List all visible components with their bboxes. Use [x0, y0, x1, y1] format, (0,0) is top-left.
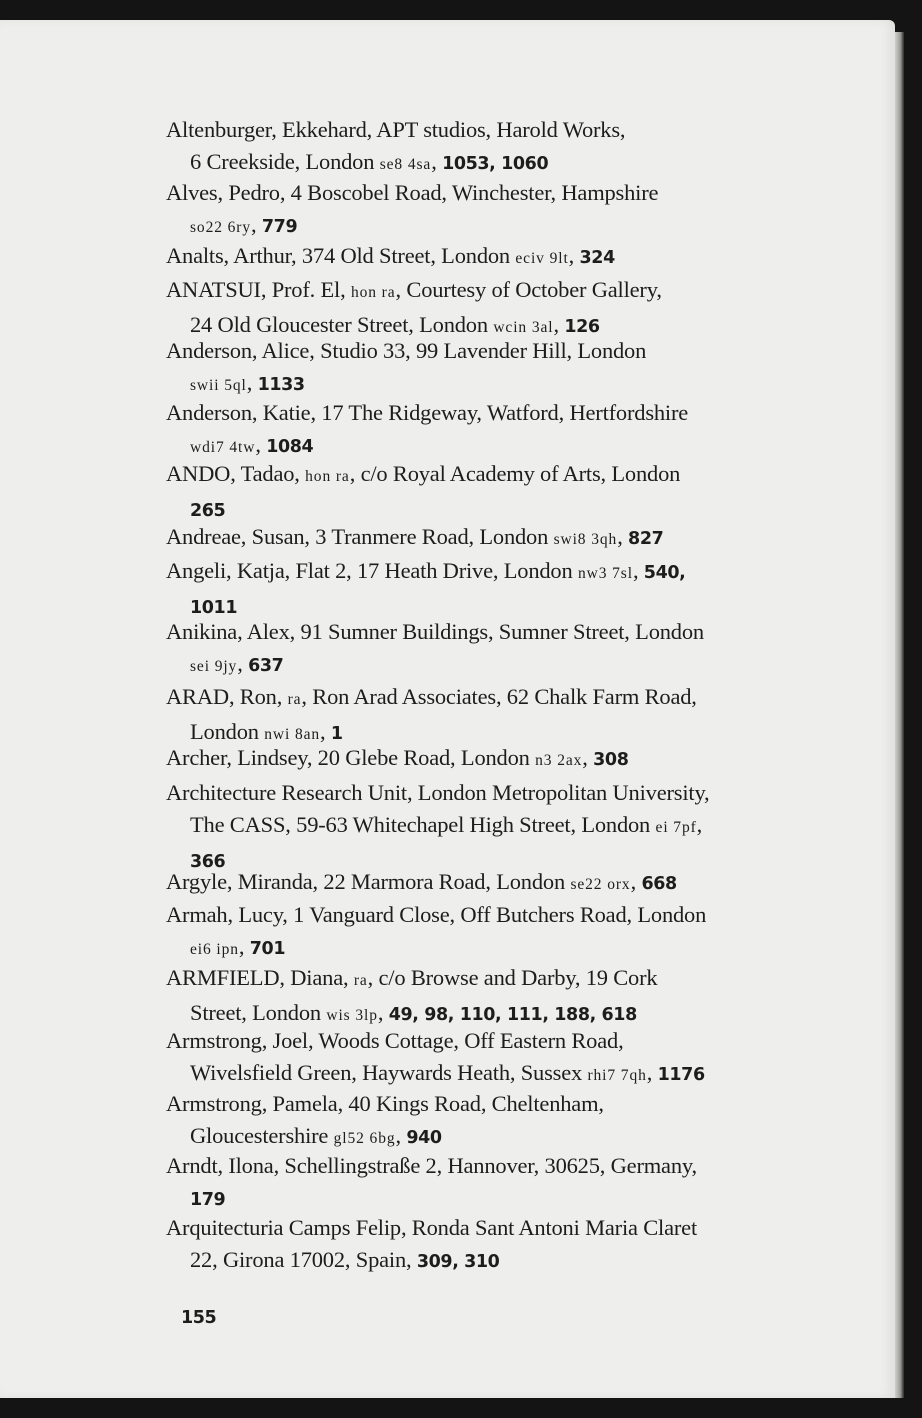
postcode: n3 2ax: [535, 752, 583, 769]
index-entry: [166, 1088, 826, 1155]
honours: hon ra: [350, 284, 396, 301]
entry-text: Altenburger, Ekkehard, APT studios, Harold Works,: [166, 117, 626, 142]
entry-text: 6 Creekside, London: [190, 149, 380, 174]
page-references: 540,: [643, 563, 686, 583]
entry-text: Armstrong, Joel, Woods Cottage, Off Eastern Road,: [166, 1028, 624, 1053]
index-entry: [166, 114, 826, 181]
entry-continuation: [166, 648, 826, 683]
postcode: gl52 6bg: [333, 1130, 396, 1147]
entry-text: Andreae, Susan, 3 Tranmere Road, London: [166, 524, 554, 549]
index-entry: [166, 899, 826, 966]
separator: ,: [696, 812, 703, 837]
index-entry: [166, 555, 826, 624]
postcode: wis 3lp: [326, 1007, 378, 1024]
entry-text: Arquitecturia Camps Felip, Ronda Sant Antoni Maria Claret: [166, 1215, 698, 1240]
index-entry: [166, 866, 826, 901]
entry-text: Gloucestershire: [190, 1123, 334, 1148]
postcode: se22 orx: [570, 876, 631, 893]
index-entry: [166, 177, 826, 244]
entry-text: Armah, Lucy, 1 Vanguard Close, Off Butchers Road, London: [166, 902, 707, 927]
page-edge: [895, 32, 904, 1398]
page-references: 940: [406, 1128, 442, 1148]
separator: ,: [582, 745, 594, 770]
entry-text: 22, Girona 17002, Spain,: [190, 1247, 417, 1272]
postcode: wdi7 4tw: [190, 439, 256, 456]
entry-text: London: [190, 719, 265, 744]
entry-text: ANATSUI, Prof. El,: [166, 277, 351, 302]
postcode: wcin 3al: [493, 319, 554, 336]
entry-text: Anderson, Alice, Studio 33, 99 Lavender Hill, London: [166, 338, 647, 363]
entry-text: Angeli, Katja, Flat 2, 17 Heath Drive, London: [166, 558, 578, 583]
index-entry: [166, 1212, 826, 1278]
page-references: 1084: [266, 437, 314, 457]
page-references: 701: [249, 939, 286, 959]
honours: ra: [353, 972, 368, 989]
entry-text: The CASS, 59-63 Whitechapel High Street, London: [190, 812, 656, 837]
entry-continuation: [166, 1182, 826, 1216]
index-entry: [166, 681, 826, 751]
index-entry: [166, 616, 826, 683]
entry-text: Architecture Research Unit, London Metropolitan University,: [166, 780, 710, 805]
entry-continuation: [166, 1244, 826, 1278]
index-entries: [0, 20, 895, 1398]
entry-text: 24 Old Gloucester Street, London: [190, 312, 494, 337]
index-entry: [166, 397, 826, 464]
entry-text: ARAD, Ron,: [166, 684, 288, 709]
page-references: 1053, 1060: [442, 154, 549, 174]
index-entry: [166, 1150, 826, 1216]
entry-continuation: [166, 209, 826, 244]
index-entry: [166, 777, 826, 878]
index-entry: [166, 1025, 826, 1092]
page-references: 309, 310: [416, 1252, 500, 1272]
entry-text: ANDO, Tadao,: [166, 461, 306, 486]
index-entry: [166, 458, 826, 527]
entry-text: Arndt, Ilona, Schellingstraße 2, Hannover, 30625, Germany,: [166, 1153, 697, 1178]
entry-text: ARMFIELD, Diana,: [166, 965, 354, 990]
entry-text: Anikina, Alex, 91 Sumner Buildings, Sumner Street, London: [166, 619, 704, 644]
honours: hon ra: [305, 468, 350, 485]
index-entry: [166, 335, 826, 402]
entry-continuation: [166, 146, 826, 181]
separator: ,: [255, 432, 267, 457]
postcode: rhi7 7qh: [587, 1067, 647, 1084]
index-entry: [166, 240, 826, 275]
page-references: 1: [330, 724, 343, 744]
postcode: swi8 3qh: [553, 531, 618, 548]
entry-text: , c/o Browse and Darby, 19 Cork: [367, 965, 658, 990]
postcode: nwi 8an: [264, 726, 321, 743]
entry-text: Argyle, Miranda, 22 Marmora Road, London: [166, 869, 571, 894]
entry-text: , c/o Royal Academy of Arts, London: [349, 461, 681, 486]
separator: ,: [246, 370, 258, 395]
page-references: 126: [564, 317, 600, 337]
entry-text: , Ron Arad Associates, 62 Chalk Farm Road,: [301, 684, 697, 709]
page-references: 308: [593, 750, 629, 770]
honours: ra: [287, 691, 302, 708]
entry-text: Alves, Pedro, 4 Boscobel Road, Winchester, Hampshire: [166, 180, 659, 205]
page-references: 1176: [657, 1065, 705, 1085]
index-entry: [166, 521, 826, 556]
entry-continuation: [166, 1057, 826, 1092]
index-entry: [166, 962, 826, 1032]
postcode: nw3 7sl: [577, 565, 633, 582]
postcode: so22 6ry: [190, 219, 252, 236]
entry-text: Armstrong, Pamela, 40 Kings Road, Cheltenham,: [166, 1091, 604, 1116]
postcode: swii 5ql: [190, 377, 247, 394]
separator: ,: [617, 524, 629, 549]
page-references: 668: [641, 874, 677, 894]
separator: ,: [632, 558, 644, 583]
page-references: 179: [190, 1190, 226, 1210]
separator: ,: [553, 312, 565, 337]
separator: ,: [431, 149, 443, 174]
separator: ,: [395, 1123, 407, 1148]
postcode: eciv 9lt: [515, 250, 569, 267]
separator: ,: [237, 651, 249, 676]
entry-continuation: [166, 809, 826, 844]
entry-text: Analts, Arthur, 374 Old Street, London: [166, 243, 516, 268]
separator: ,: [238, 934, 250, 959]
separator: ,: [251, 212, 262, 237]
page-references: 366: [190, 852, 226, 872]
entry-continuation: [166, 931, 826, 966]
book-page: [0, 20, 895, 1398]
page-references: 637: [248, 656, 284, 676]
page-references: 324: [579, 248, 615, 268]
entry-text: Archer, Lindsey, 20 Glebe Road, London: [166, 745, 536, 770]
separator: ,: [568, 243, 580, 268]
page-references: 49, 98, 110, 111, 188, 618: [388, 1005, 637, 1025]
page-references: 1133: [257, 375, 305, 395]
page-references: 265: [190, 501, 226, 521]
separator: ,: [377, 1000, 389, 1025]
separator: ,: [646, 1060, 658, 1085]
separator: ,: [320, 719, 331, 744]
entry-text: , Courtesy of October Gallery,: [395, 277, 662, 302]
page-references: 1011: [190, 598, 238, 618]
postcode: ei 7pf: [655, 819, 697, 836]
index-entry: [166, 742, 826, 777]
postcode: ei6 ipn: [190, 941, 239, 958]
page-references: 779: [261, 217, 298, 237]
postcode: se8 4sa: [379, 156, 432, 173]
page-number: 155: [181, 1308, 217, 1328]
entry-text: Anderson, Katie, 17 The Ridgeway, Watford, Hertfordshire: [166, 400, 689, 425]
entry-text: Wivelsfield Green, Haywards Heath, Sussex: [190, 1060, 588, 1085]
postcode: sei 9jy: [190, 658, 238, 675]
index-entry: [166, 274, 826, 344]
separator: ,: [630, 869, 642, 894]
page-references: 827: [628, 529, 664, 549]
entry-text: Street, London: [190, 1000, 327, 1025]
